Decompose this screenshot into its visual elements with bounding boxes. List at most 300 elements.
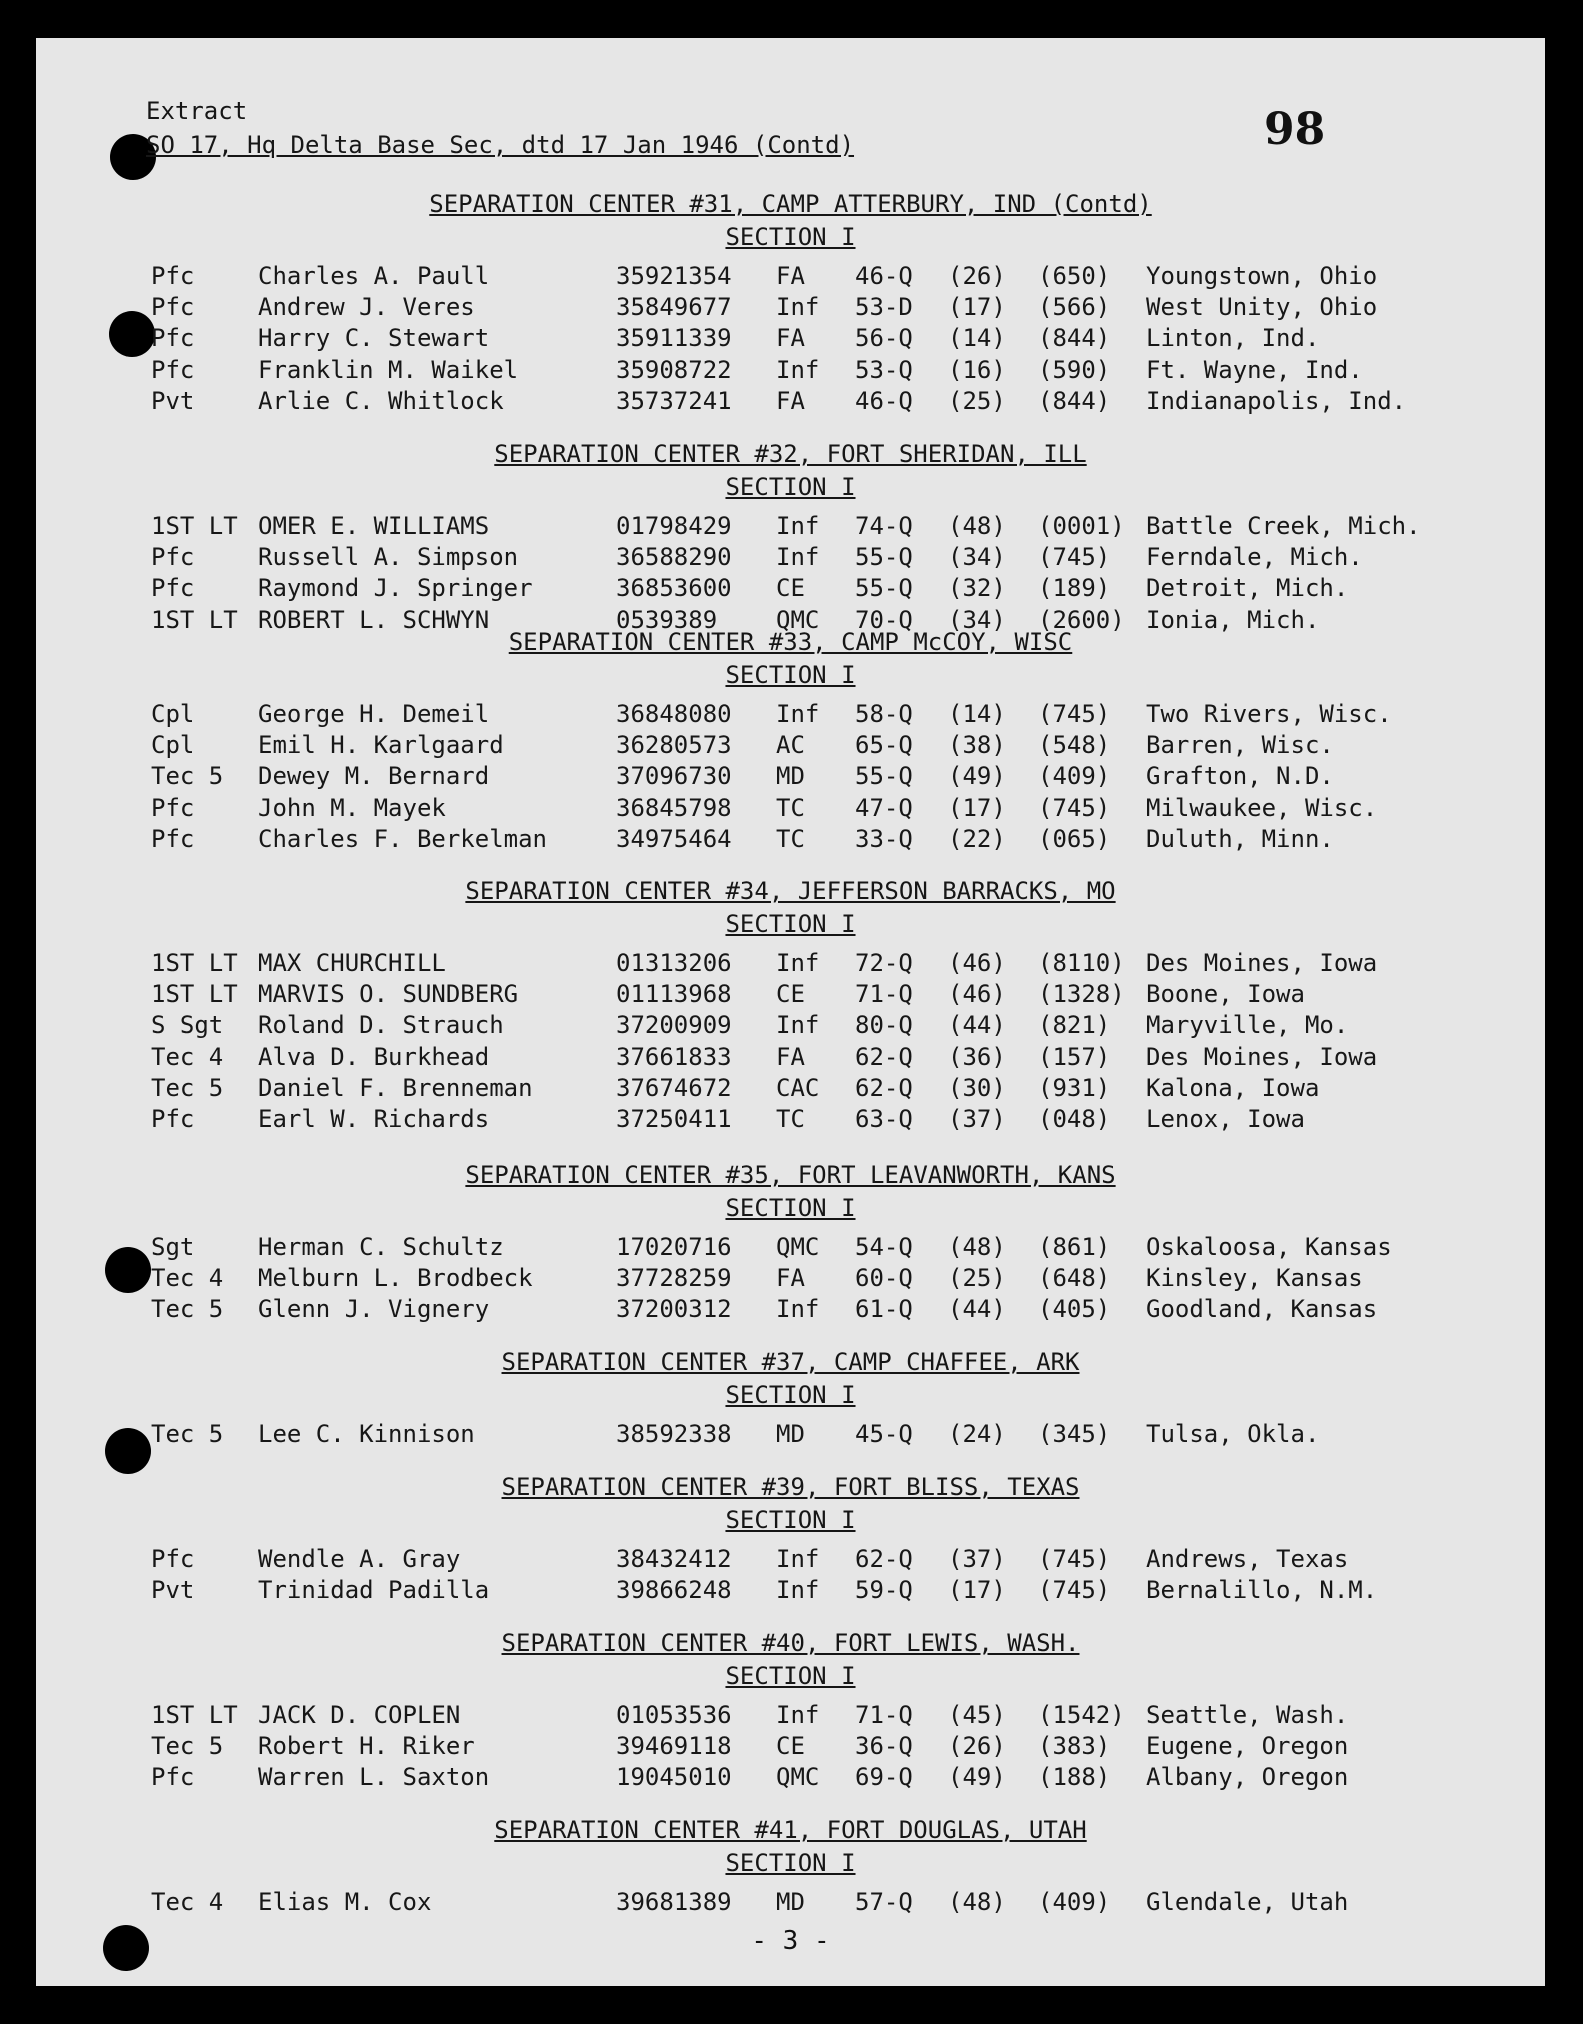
roster-city: Ionia, Mich. [1146,605,1320,634]
roster-p2: (048) [1038,1105,1111,1133]
roster-p2: (409) [1038,762,1111,791]
roster-name: MARVIS O. SUNDBERG [258,980,519,1009]
roster-row [36,261,1545,292]
roster-row [36,511,1545,542]
roster-row [36,1042,1545,1073]
roster-p2: (648) [1038,1264,1111,1293]
roster-mos: 71-Q [855,1701,913,1729]
section-subtitle-text: SECTION I [725,473,856,501]
roster-city: Andrews, Texas [1146,1545,1349,1573]
roster-p1: (25) [948,386,1006,415]
roster-arm: TC [776,793,805,822]
section-subtitle-text: SECTION I [725,1381,856,1409]
roster-mos: 45-Q [855,1420,913,1448]
roster-p1: (24) [948,1420,1006,1448]
roster-mos: 54-Q [855,1233,913,1261]
roster-arm: Inf [776,1576,820,1605]
roster-serial: 35737241 [616,386,732,415]
roster-rank: 1ST LT [151,1701,238,1729]
roster-serial: 37661833 [616,1042,732,1071]
roster-rank: Tec 5 [151,1732,224,1761]
roster-serial: 35908722 [616,355,732,384]
roster-arm: Inf [776,1295,820,1324]
section-subtitle-text: SECTION I [725,1662,856,1690]
roster-name: Melburn L. Brodbeck [258,1264,533,1293]
roster-arm: Inf [776,949,820,977]
roster-serial: 36845798 [616,793,732,822]
roster-row [36,323,1545,354]
roster-p2: (861) [1038,1233,1111,1261]
roster-rank: Pvt [151,1576,195,1605]
roster-row [36,1010,1545,1041]
roster-city: Kalona, Iowa [1146,1073,1320,1102]
roster-mos: 62-Q [855,1545,913,1573]
roster-p2: (844) [1038,386,1111,415]
roster-arm: Inf [776,543,820,572]
roster-name: JACK D. COPLEN [258,1701,461,1729]
roster-name: George H. Demeil [258,700,490,728]
roster-name: Glenn J. Vignery [258,1295,490,1324]
roster-name: Robert H. Riker [258,1732,475,1761]
roster-row [36,573,1545,604]
roster-serial: 01053536 [616,1701,732,1729]
roster-city: Ft. Wayne, Ind. [1146,355,1363,384]
roster-serial: 34975464 [616,824,732,853]
roster-name: John M. Mayek [258,793,446,822]
roster-name: Andrew J. Veres [258,293,475,322]
roster-p2: (157) [1038,1042,1111,1071]
roster-rank: S Sgt [151,1011,224,1040]
roster-name: Warren L. Saxton [258,1763,490,1792]
roster-mos: 57-Q [855,1888,913,1916]
roster-mos: 62-Q [855,1042,913,1071]
roster-mos: 80-Q [855,1011,913,1040]
roster-serial: 35921354 [616,262,732,290]
roster-rank: Sgt [151,1233,195,1261]
roster-mos: 63-Q [855,1105,913,1133]
header-order-reference: SO 17, Hq Delta Base Sec, dtd 17 Jan 1946 (Contd) [146,131,855,159]
roster-row [36,1419,1545,1450]
roster-p2: (345) [1038,1420,1111,1448]
roster-row [36,292,1545,323]
roster-arm: FA [776,324,805,353]
roster-city: Glendale, Utah [1146,1888,1349,1916]
roster-city: Goodland, Kansas [1146,1295,1378,1324]
roster-p1: (48) [948,1233,1006,1261]
roster-p2: (1542) [1038,1701,1125,1729]
section-subtitle-text: SECTION I [725,1506,856,1534]
roster-arm: CE [776,574,805,603]
roster-row [36,1232,1545,1263]
roster-mos: 56-Q [855,324,913,353]
roster-serial: 01313206 [616,949,732,977]
roster-serial: 39866248 [616,1576,732,1605]
roster-arm: QMC [776,605,820,634]
roster-rank: Pfc [151,262,195,290]
roster-city: Albany, Oregon [1146,1763,1349,1792]
roster-arm: MD [776,1420,805,1448]
roster-p1: (26) [948,262,1006,290]
page-number: 98 [1264,104,1326,155]
roster-p1: (34) [948,605,1006,634]
roster-row [36,355,1545,386]
roster-row [36,793,1545,824]
roster-city: Kinsley, Kansas [1146,1264,1363,1293]
roster-p2: (065) [1038,824,1111,853]
roster-arm: Inf [776,355,820,384]
roster-serial: 36848080 [616,700,732,728]
roster-serial: 38432412 [616,1545,732,1573]
roster-p1: (45) [948,1701,1006,1729]
roster-rank: Pfc [151,293,195,322]
roster-p1: (26) [948,1732,1006,1761]
roster-p1: (37) [948,1545,1006,1573]
roster-city: Battle Creek, Mich. [1146,512,1421,540]
page-footer: - 3 - [751,1926,830,1956]
roster-row [36,1762,1545,1793]
roster-city: Ferndale, Mich. [1146,543,1363,572]
roster-serial: 01798429 [616,512,732,540]
roster-p1: (30) [948,1073,1006,1102]
roster-mos: 46-Q [855,262,913,290]
roster-arm: FA [776,1264,805,1293]
roster-p1: (37) [948,1105,1006,1133]
roster-city: Milwaukee, Wisc. [1146,793,1378,822]
roster-row [36,1544,1545,1575]
roster-city: Oskaloosa, Kansas [1146,1233,1392,1261]
section-title-text: SEPARATION CENTER #35, FORT LEAVANWORTH, KANS [465,1161,1116,1189]
roster-p1: (16) [948,355,1006,384]
roster-mos: 46-Q [855,386,913,415]
roster-arm: MD [776,762,805,791]
roster-mos: 69-Q [855,1763,913,1792]
roster-rank: 1ST LT [151,605,238,634]
roster-row [36,1073,1545,1104]
roster-rank: Pfc [151,1105,195,1133]
roster-mos: 55-Q [855,762,913,791]
roster-arm: TC [776,824,805,853]
roster-rank: Pfc [151,1763,195,1792]
roster-city: Lenox, Iowa [1146,1105,1305,1133]
section-subtitle [36,1379,1545,1411]
roster-p1: (36) [948,1042,1006,1071]
roster-city: West Unity, Ohio [1146,293,1378,322]
roster-rank: Pfc [151,824,195,853]
section-subtitle [36,1192,1545,1224]
roster-p1: (46) [948,980,1006,1009]
roster-city: Tulsa, Okla. [1146,1420,1320,1448]
section-title-text: SEPARATION CENTER #41, FORT DOUGLAS, UTAH [494,1816,1087,1844]
roster-mos: 70-Q [855,605,913,634]
roster-p1: (14) [948,700,1006,728]
roster-name: Roland D. Strauch [258,1011,504,1040]
roster-arm: CE [776,980,805,1009]
roster-p1: (14) [948,324,1006,353]
roster-city: Duluth, Minn. [1146,824,1334,853]
roster-rank: 1ST LT [151,980,238,1009]
roster-serial: 37250411 [616,1105,732,1133]
roster-mos: 58-Q [855,700,913,728]
section-title [36,1346,1545,1378]
roster-p1: (32) [948,574,1006,603]
roster-arm: Inf [776,512,820,540]
roster-p2: (1328) [1038,980,1125,1009]
roster-arm: TC [776,1105,805,1133]
section-subtitle-text: SECTION I [725,223,856,251]
roster-city: Eugene, Oregon [1146,1732,1349,1761]
roster-p2: (821) [1038,1011,1111,1040]
roster-name: Alva D. Burkhead [258,1042,490,1071]
roster-row [36,1104,1545,1135]
roster-serial: 37674672 [616,1073,732,1102]
section-title-text: SEPARATION CENTER #31, CAMP ATTERBURY, IND (Contd) [429,190,1152,218]
roster-name: Dewey M. Bernard [258,762,490,791]
roster-arm: MD [776,1888,805,1916]
roster-row [36,761,1545,792]
roster-serial: 39681389 [616,1888,732,1916]
roster-p1: (17) [948,793,1006,822]
section-title [36,626,1545,658]
roster-row [36,1263,1545,1294]
roster-mos: 53-D [855,293,913,322]
roster-city: Youngstown, Ohio [1146,262,1378,290]
roster-city: Indianapolis, Ind. [1146,386,1407,415]
roster-mos: 47-Q [855,793,913,822]
roster-mos: 71-Q [855,980,913,1009]
roster-name: Earl W. Richards [258,1105,490,1133]
roster-rank: Tec 5 [151,1295,224,1324]
roster-p1: (46) [948,949,1006,977]
roster-p2: (844) [1038,324,1111,353]
roster-p2: (745) [1038,793,1111,822]
roster-p2: (745) [1038,700,1111,728]
roster-p2: (745) [1038,1576,1111,1605]
roster-city: Des Moines, Iowa [1146,1042,1378,1071]
roster-arm: QMC [776,1233,820,1261]
roster-p1: (49) [948,762,1006,791]
roster-p1: (22) [948,824,1006,853]
roster-mos: 60-Q [855,1264,913,1293]
roster-serial: 36280573 [616,731,732,760]
roster-city: Boone, Iowa [1146,980,1305,1009]
section-title [36,188,1545,220]
roster-row [36,1887,1545,1918]
roster-name: Arlie C. Whitlock [258,386,504,415]
section-subtitle [36,221,1545,253]
roster-row [36,948,1545,979]
section-title [36,1627,1545,1659]
section-subtitle [36,908,1545,940]
roster-p2: (590) [1038,355,1111,384]
roster-serial: 37200312 [616,1295,732,1324]
roster-p2: (745) [1038,543,1111,572]
roster-serial: 01113968 [616,980,732,1009]
roster-p1: (38) [948,731,1006,760]
roster-rank: Pfc [151,1545,195,1573]
roster-p1: (25) [948,1264,1006,1293]
roster-rank: Tec 4 [151,1264,224,1293]
roster-name: ROBERT L. SCHWYN [258,605,490,634]
roster-arm: FA [776,262,805,290]
roster-arm: FA [776,1042,805,1071]
roster-name: Charles F. Berkelman [258,824,547,853]
roster-rank: Pfc [151,543,195,572]
roster-row [36,386,1545,417]
roster-arm: QMC [776,1763,820,1792]
roster-city: Seattle, Wash. [1146,1701,1349,1729]
section-subtitle [36,1504,1545,1536]
roster-name: MAX CHURCHILL [258,949,446,977]
roster-city: Grafton, N.D. [1146,762,1334,791]
roster-name: Raymond J. Springer [258,574,533,603]
roster-mos: 61-Q [855,1295,913,1324]
roster-name: Elias M. Cox [258,1888,432,1916]
roster-arm: FA [776,386,805,415]
roster-name: Emil H. Karlgaard [258,731,504,760]
section-subtitle-text: SECTION I [725,1849,856,1877]
roster-mos: 55-Q [855,574,913,603]
roster-rank: Tec 5 [151,1420,224,1448]
roster-row [36,1294,1545,1325]
roster-city: Linton, Ind. [1146,324,1320,353]
roster-p2: (0001) [1038,512,1125,540]
roster-serial: 35911339 [616,324,732,353]
roster-rank: Tec 5 [151,1073,224,1102]
roster-arm: Inf [776,293,820,322]
roster-p2: (566) [1038,293,1111,322]
roster-p1: (44) [948,1295,1006,1324]
roster-p2: (8110) [1038,949,1125,977]
roster-name: Russell A. Simpson [258,543,519,572]
roster-name: Lee C. Kinnison [258,1420,475,1448]
roster-rank: Cpl [151,700,195,728]
roster-serial: 37728259 [616,1264,732,1293]
roster-mos: 33-Q [855,824,913,853]
roster-name: Harry C. Stewart [258,324,490,353]
roster-p2: (383) [1038,1732,1111,1761]
roster-city: Bernalillo, N.M. [1146,1576,1378,1605]
roster-arm: Inf [776,1545,820,1573]
roster-rank: Pfc [151,324,195,353]
roster-arm: AC [776,731,805,760]
roster-rank: Pfc [151,574,195,603]
roster-p2: (189) [1038,574,1111,603]
roster-rank: Pvt [151,386,195,415]
roster-p2: (548) [1038,731,1111,760]
section-title [36,438,1545,470]
roster-mos: 72-Q [855,949,913,977]
roster-serial: 38592338 [616,1420,732,1448]
section-title-text: SEPARATION CENTER #33, CAMP McCOY, WISC [508,628,1073,656]
roster-name: Wendle A. Gray [258,1545,461,1573]
roster-rank: 1ST LT [151,512,238,540]
section-title [36,875,1545,907]
roster-serial: 36853600 [616,574,732,603]
roster-p2: (931) [1038,1073,1111,1102]
roster-serial: 35849677 [616,293,732,322]
roster-rank: 1ST LT [151,949,238,977]
roster-p1: (48) [948,512,1006,540]
roster-mos: 55-Q [855,543,913,572]
roster-serial: 37096730 [616,762,732,791]
section-title-text: SEPARATION CENTER #40, FORT LEWIS, WASH. [501,1629,1080,1657]
roster-p1: (44) [948,1011,1006,1040]
section-subtitle-text: SECTION I [725,661,856,689]
section-subtitle [36,471,1545,503]
roster-p1: (49) [948,1763,1006,1792]
section-title-text: SEPARATION CENTER #34, JEFFERSON BARRACKS, MO [465,877,1116,905]
roster-row [36,542,1545,573]
roster-p1: (48) [948,1888,1006,1916]
roster-p2: (409) [1038,1888,1111,1916]
roster-city: Des Moines, Iowa [1146,949,1378,977]
section-subtitle-text: SECTION I [725,1194,856,1222]
section-title [36,1471,1545,1503]
roster-mos: 53-Q [855,355,913,384]
section-title [36,1159,1545,1191]
roster-row [36,1700,1545,1731]
roster-rank: Tec 4 [151,1042,224,1071]
roster-mos: 36-Q [855,1732,913,1761]
roster-p2: (188) [1038,1763,1111,1792]
roster-name: Charles A. Paull [258,262,490,290]
section-title [36,1814,1545,1846]
roster-row [36,979,1545,1010]
roster-name: Daniel F. Brenneman [258,1073,533,1102]
roster-p2: (405) [1038,1295,1111,1324]
section-subtitle [36,659,1545,691]
roster-p2: (745) [1038,1545,1111,1573]
document-page [36,38,1545,1986]
roster-rank: Tec 4 [151,1888,224,1916]
roster-mos: 65-Q [855,731,913,760]
roster-name: OMER E. WILLIAMS [258,512,490,540]
roster-arm: Inf [776,1701,820,1729]
roster-mos: 59-Q [855,1576,913,1605]
roster-mos: 74-Q [855,512,913,540]
roster-arm: Inf [776,1011,820,1040]
roster-name: Trinidad Padilla [258,1576,490,1605]
roster-rank: Pfc [151,793,195,822]
roster-serial: 17020716 [616,1233,732,1261]
roster-row [36,824,1545,855]
document-header [146,94,854,162]
section-subtitle [36,1660,1545,1692]
roster-city: Detroit, Mich. [1146,574,1349,603]
section-subtitle [36,1847,1545,1879]
header-extract: Extract [146,97,248,125]
roster-p1: (17) [948,293,1006,322]
section-title-text: SEPARATION CENTER #32, FORT SHERIDAN, ILL [494,440,1087,468]
section-subtitle-text: SECTION I [725,910,856,938]
roster-p2: (650) [1038,262,1111,290]
roster-p2: (2600) [1038,605,1125,634]
roster-serial: 37200909 [616,1011,732,1040]
roster-row [36,1731,1545,1762]
roster-name: Franklin M. Waikel [258,355,519,384]
roster-city: Maryville, Mo. [1146,1011,1349,1040]
roster-p1: (34) [948,543,1006,572]
roster-row [36,730,1545,761]
roster-row [36,1575,1545,1606]
section-title-text: SEPARATION CENTER #37, CAMP CHAFFEE, ARK [501,1348,1080,1376]
roster-arm: Inf [776,700,820,728]
roster-serial: 19045010 [616,1763,732,1792]
roster-mos: 62-Q [855,1073,913,1102]
roster-arm: CE [776,1732,805,1761]
roster-city: Two Rivers, Wisc. [1146,700,1392,728]
roster-serial: 36588290 [616,543,732,572]
